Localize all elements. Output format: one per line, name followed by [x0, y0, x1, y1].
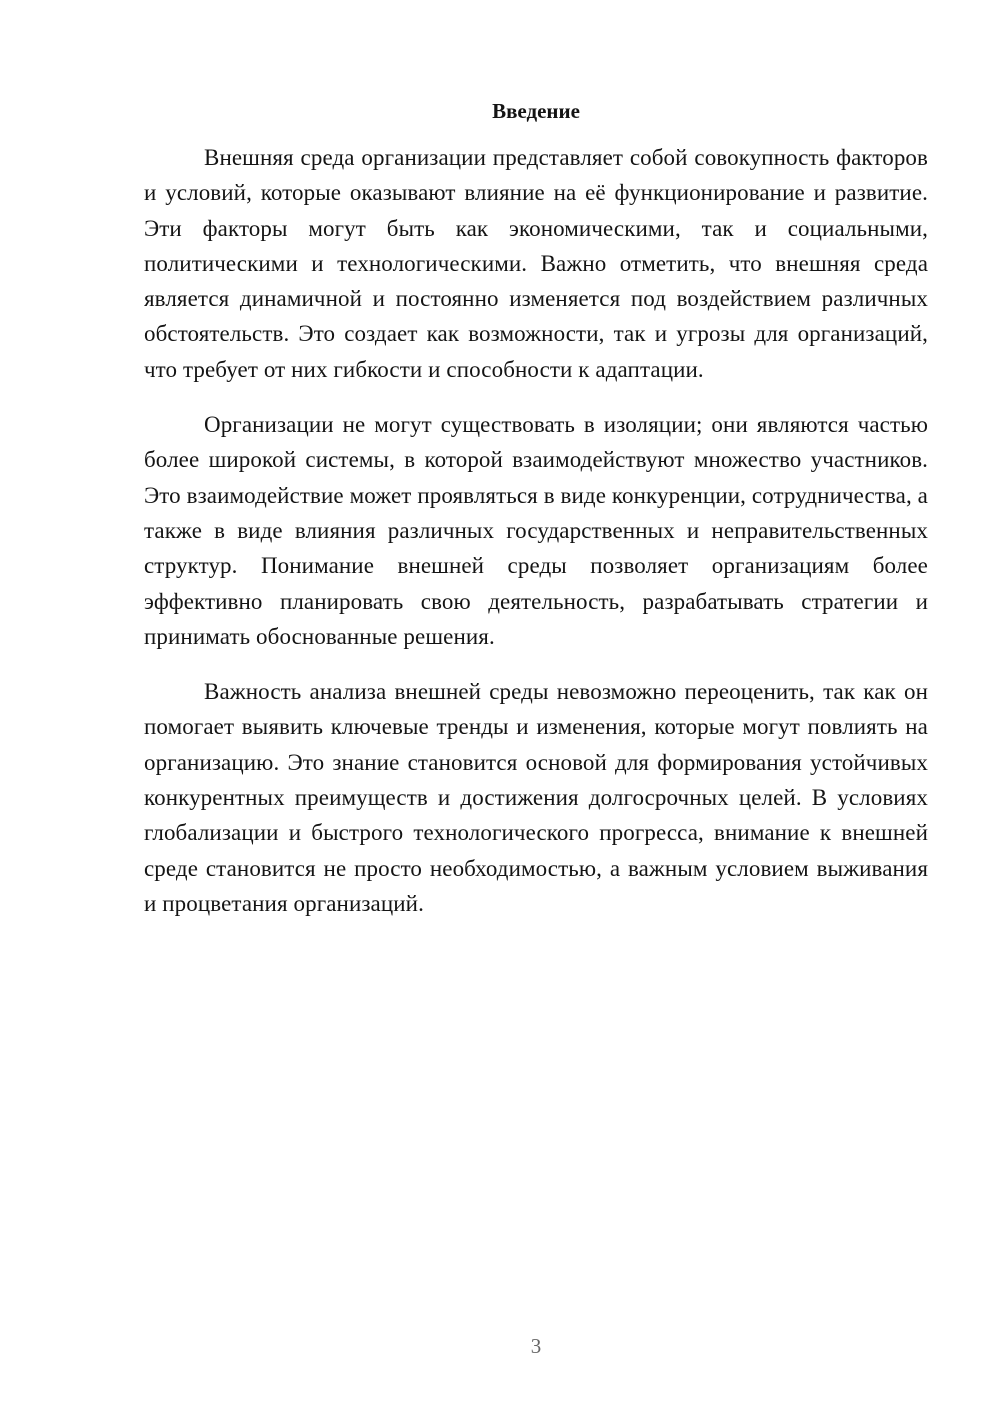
paragraph-1: Внешняя среда организации представляет собой совокупность факторов и условий, которые оказывают влияние на её функционирование и развитие. Эти факторы могут быть как экономическими, так и социальными, политическими и технологическими. Важно отметить, что внешняя среда является динамичной и постоянно изменяется под воздействием различных обстоятельств. Это создает как возможности, так и угрозы для организаций, что требует от них гибкости и способности к адаптации. [144, 145, 928, 382]
paragraph-2: Организации не могут существовать в изоляции; они являются частью более широкой системы, в которой взаимодействуют множество участников. Это взаимодействие может проявляться в виде конкуренции, сотрудничества, а также в виде влияния различных государственных и неправительственных структур. Понимание внешней среды позволяет организациям более эффективно планировать свою деятельность, разрабатывать стратегии и принимать обоснованные решения. [144, 412, 928, 649]
paragraph-3: Важность анализа внешней среды невозможно переоценить, так как он помогает выявить ключевые тренды и изменения, которые могут повлиять на организацию. Это знание становится основой для формирования устойчивых конкурентных преимуществ и достижения долгосрочных целей. В условиях глобализации и быстрого технологического прогресса, внимание к внешней среде становится не просто необходимостью, а важным условием выживания и процветания организаций. [144, 679, 928, 916]
section-title: Введение [492, 99, 580, 123]
page-number: 3 [530, 1334, 542, 1358]
page-content [144, 96, 928, 941]
